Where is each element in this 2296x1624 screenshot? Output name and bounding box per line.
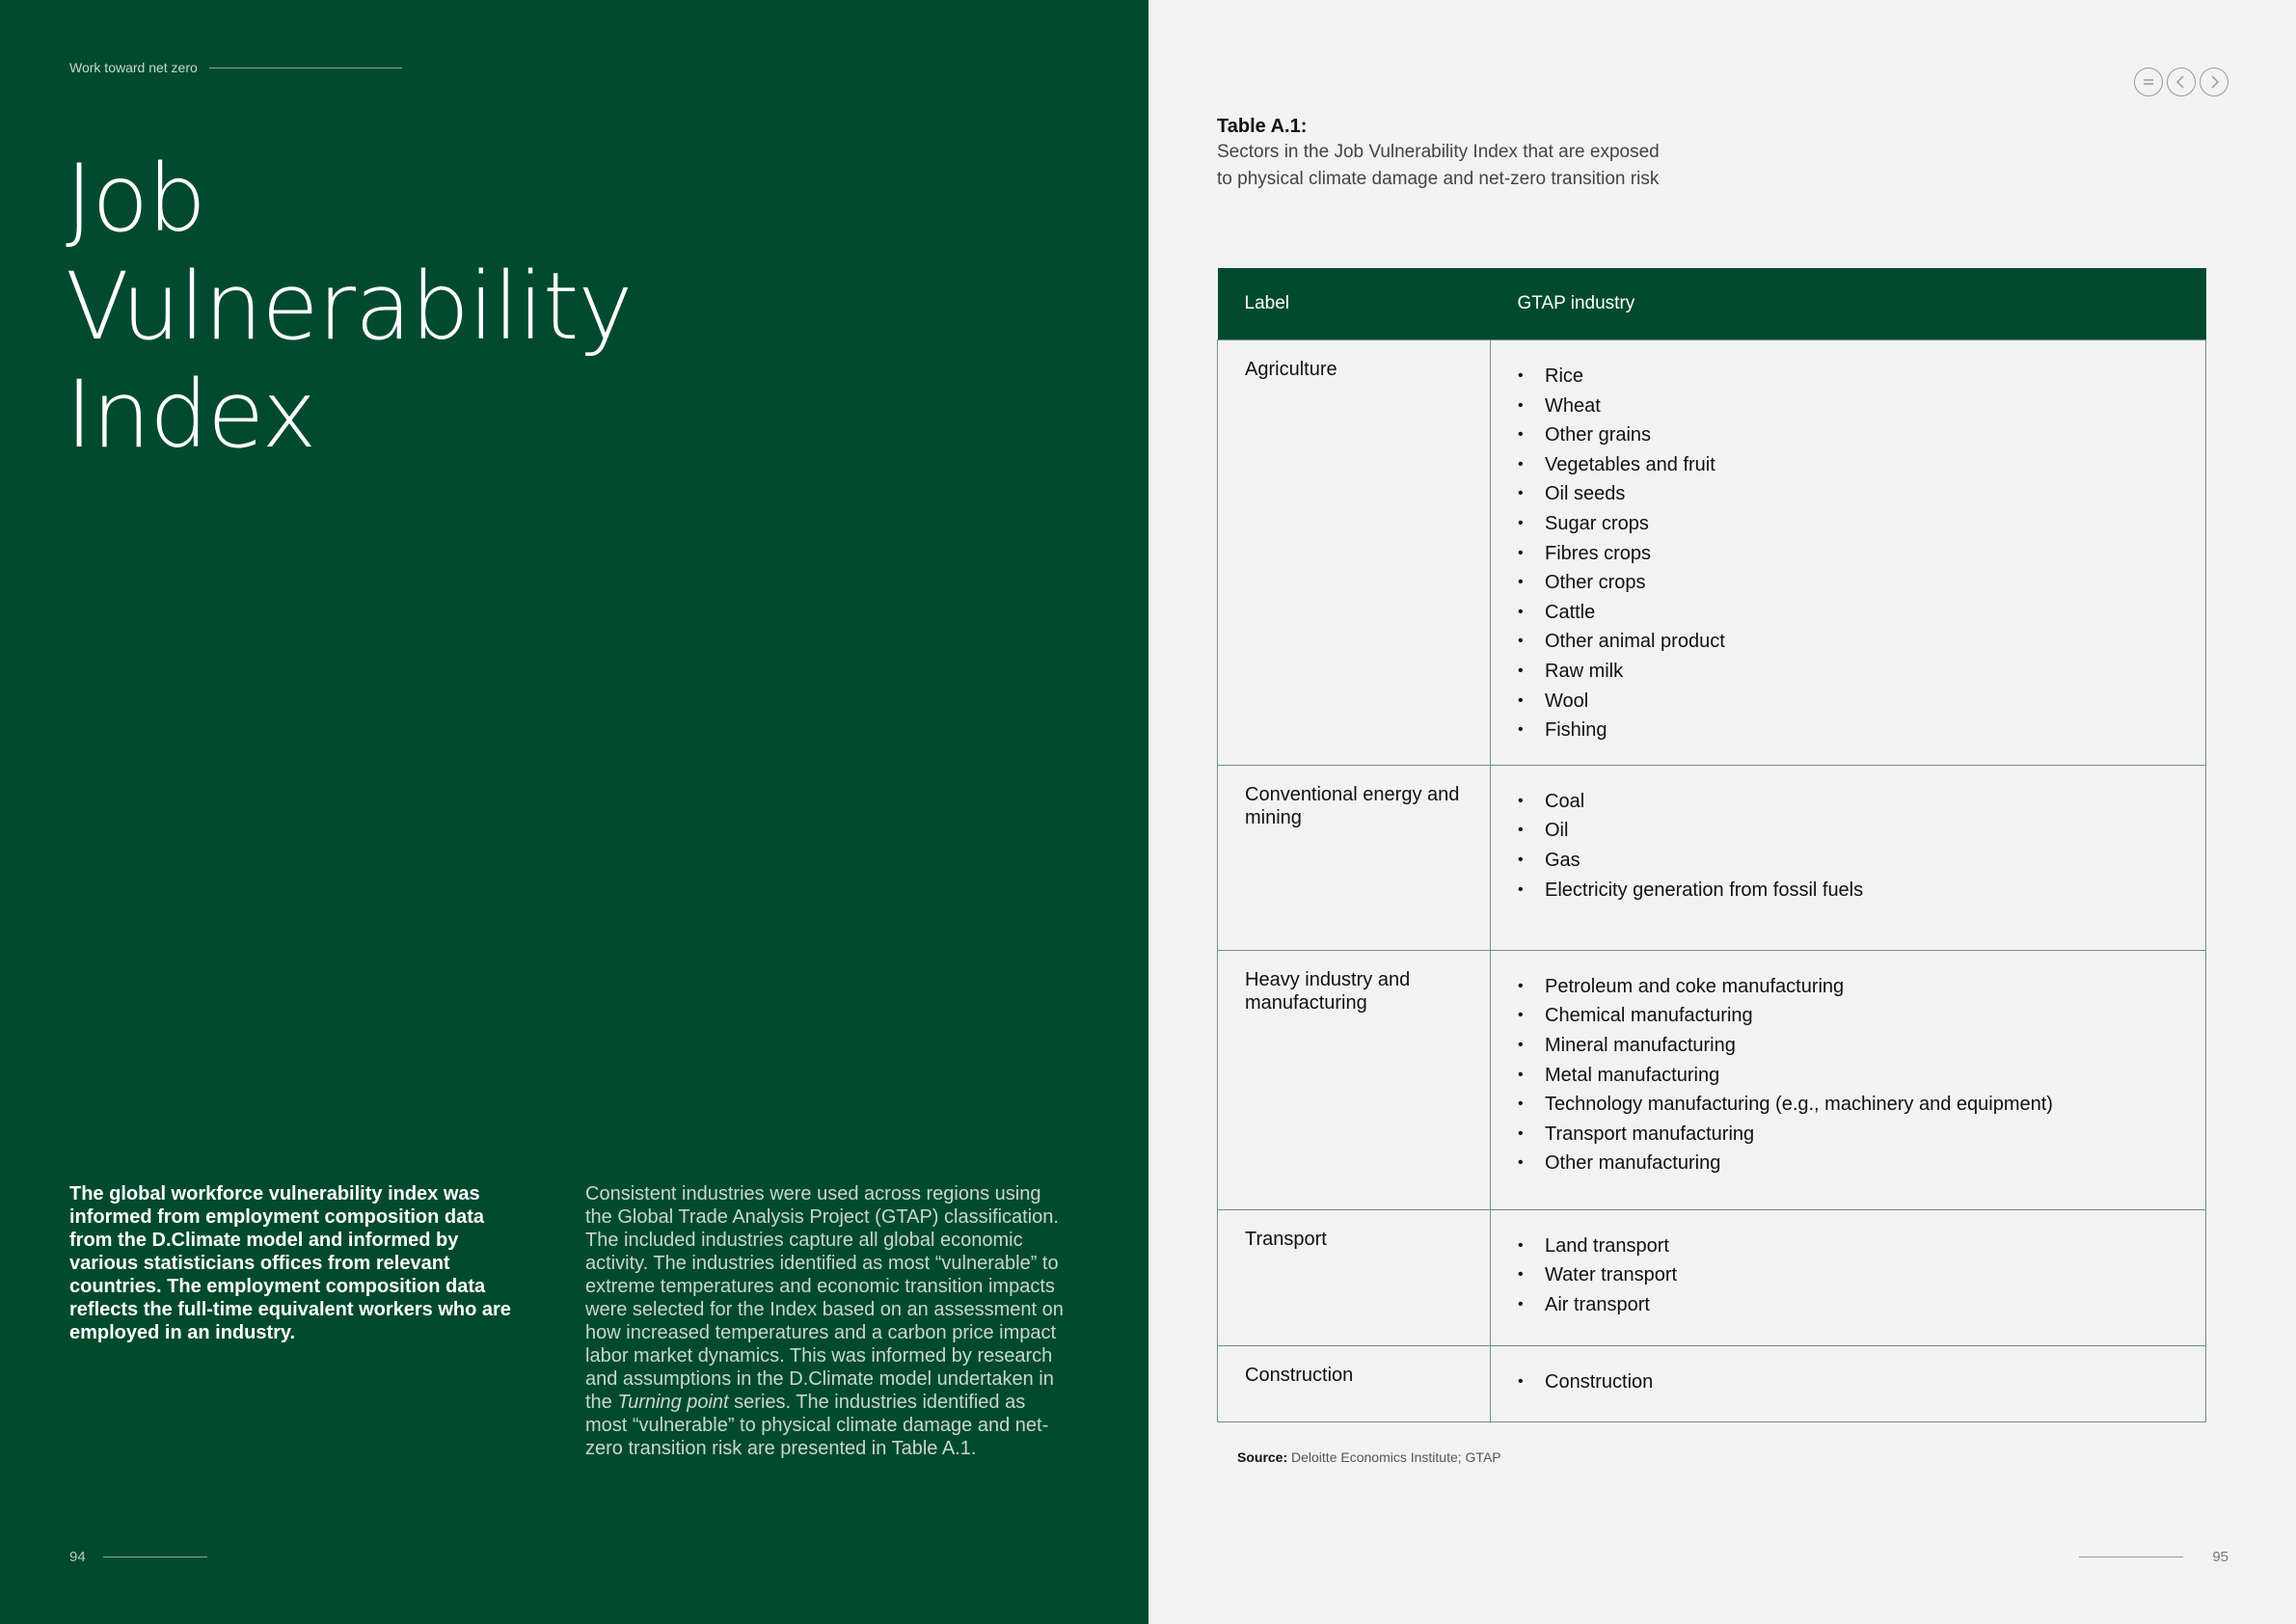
industry-list xyxy=(1518,787,2178,905)
page-footer-right xyxy=(2079,1549,2228,1565)
footer-divider xyxy=(103,1556,207,1557)
table-row xyxy=(1218,950,2206,1209)
title-line: Job xyxy=(66,145,205,253)
row-label: Agriculture xyxy=(1218,340,1491,766)
row-label: Conventional energy and mining xyxy=(1218,765,1491,950)
page-navigation xyxy=(2134,68,2228,96)
list-item: • Chemical manufacturing xyxy=(1518,1001,2178,1031)
list-item: • Coal xyxy=(1518,787,2178,817)
list-item: • Mineral manufacturing xyxy=(1518,1031,2178,1061)
list-item: • Other manufacturing xyxy=(1518,1149,2178,1178)
list-item: • Other animal product xyxy=(1518,627,2178,657)
column-header-label: Label xyxy=(1218,268,1491,340)
table-description-line: to physical climate damage and net-zero transition risk xyxy=(1217,169,1660,189)
list-item: • Technology manufacturing (e.g., machinery and equipment) xyxy=(1518,1090,2178,1120)
list-item: • Gas xyxy=(1518,846,2178,876)
lead-paragraph: The global workforce vulnerability index was informed from employment composition data from the D.Climate model and informed by various statisticians offices from relevant countries. The employment composition data reflects the full-time equivalent workers who are employed in an industry. xyxy=(69,1183,511,1343)
list-item: • Land transport xyxy=(1518,1232,2178,1261)
industry-list xyxy=(1518,362,2178,745)
list-item: • Rice xyxy=(1518,362,2178,392)
section-label xyxy=(69,60,402,75)
list-item: • Raw milk xyxy=(1518,657,2178,687)
row-industries xyxy=(1491,340,2206,766)
page-number: 95 xyxy=(2212,1549,2228,1565)
list-item: • Wool xyxy=(1518,687,2178,717)
source-label: Source: xyxy=(1237,1449,1288,1465)
section-label-text: Work toward net zero xyxy=(69,60,198,75)
list-item: • Oil xyxy=(1518,816,2178,846)
table-row xyxy=(1218,340,2206,766)
table-caption xyxy=(1217,114,1757,193)
list-item: • Electricity generation from fossil fuels xyxy=(1518,876,2178,906)
table-header-row xyxy=(1218,268,2206,340)
list-item: • Other grains xyxy=(1518,420,2178,450)
chevron-right-icon[interactable] xyxy=(2200,68,2228,96)
chevron-left-icon[interactable] xyxy=(2167,68,2196,96)
row-industries xyxy=(1491,1209,2206,1345)
body-text-end: series. The industries identified as most “vulnerable” to physical climate damage and net-zero transition risk are presented in Table A.1. xyxy=(585,1392,1049,1459)
page-footer-left xyxy=(69,1549,207,1565)
list-item: • Construction xyxy=(1518,1367,2178,1397)
list-item: • Transport manufacturing xyxy=(1518,1120,2178,1150)
row-label: Transport xyxy=(1218,1209,1491,1345)
table-row xyxy=(1218,1345,2206,1421)
list-item: • Petroleum and coke manufacturing xyxy=(1518,972,2178,1002)
table-row xyxy=(1218,765,2206,950)
row-industries xyxy=(1491,765,2206,950)
sector-table xyxy=(1217,268,2206,1422)
source-text: Deloitte Economics Institute; GTAP xyxy=(1291,1449,1501,1465)
table-description-line: Sectors in the Job Vulnerability Index that are exposed xyxy=(1217,142,1660,162)
list-item: • Oil seeds xyxy=(1518,479,2178,509)
industry-list xyxy=(1518,972,2178,1178)
row-label: Heavy industry and manufacturing xyxy=(1218,950,1491,1209)
list-item: • Air transport xyxy=(1518,1290,2178,1320)
body-paragraph xyxy=(585,1182,1067,1460)
row-label: Construction xyxy=(1218,1345,1491,1421)
page-number: 94 xyxy=(69,1549,86,1565)
menu-icon[interactable] xyxy=(2134,68,2163,96)
list-item: • Other crops xyxy=(1518,568,2178,598)
industry-list xyxy=(1518,1232,2178,1320)
list-item: • Fibres crops xyxy=(1518,539,2178,569)
list-item: • Water transport xyxy=(1518,1260,2178,1290)
right-page xyxy=(1148,0,2296,1624)
title-line: Index xyxy=(66,361,316,469)
list-item: • Wheat xyxy=(1518,392,2178,421)
list-item: • Sugar crops xyxy=(1518,509,2178,539)
page-title xyxy=(66,145,632,469)
table-row xyxy=(1218,1209,2206,1345)
row-industries xyxy=(1491,1345,2206,1421)
industry-list xyxy=(1518,1367,2178,1397)
source-note xyxy=(1237,1449,1501,1465)
table-description xyxy=(1217,139,1757,193)
list-item: • Vegetables and fruit xyxy=(1518,450,2178,480)
footer-divider xyxy=(2079,1556,2183,1557)
column-header-industry: GTAP industry xyxy=(1491,268,2206,340)
body-text-italic: Turning point xyxy=(617,1392,729,1413)
table-label: Table A.1: xyxy=(1217,116,1308,137)
title-line: Vulnerability xyxy=(66,253,633,361)
body-text-start: Consistent industries were used across regions using the Global Trade Analysis Project (GTAP) classification. The included industries capture all global economic activity. The industries identified as most “vulnerable” to extreme temperatures and economic transition impacts were selected for the Index based on an assessment on how increased temperatures and a carbon price impact labor market dynamics. This was informed by research and assumptions in the D.Climate model undertaken in the xyxy=(585,1183,1064,1413)
list-item: • Fishing xyxy=(1518,716,2178,745)
list-item: • Cattle xyxy=(1518,598,2178,628)
list-item: • Metal manufacturing xyxy=(1518,1061,2178,1091)
row-industries xyxy=(1491,950,2206,1209)
